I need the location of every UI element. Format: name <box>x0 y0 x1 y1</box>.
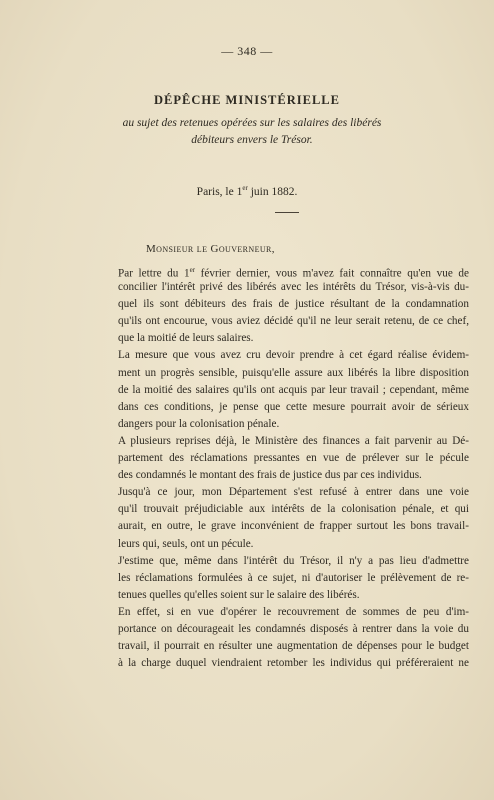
body-line: Par lettre du 1er février dernier, vous m'avez fait connaître qu'en vue de <box>118 266 469 280</box>
dateline: Paris, le 1er juin 1882. <box>196 184 298 198</box>
body-line: J'estime que, même dans l'intérêt du Trésor, il n'y a pas lieu d'admettre <box>118 554 469 567</box>
body-line: portance on décourageait les condamnés disposés à rentrer dans la voie du <box>118 622 469 635</box>
body-line: des condamnés le montant des frais de justice dus par ces individus. <box>118 469 422 482</box>
body-line: travail, il pourrait en résulter une augmentation de dépenses pour le budget <box>118 640 469 653</box>
salutation: Monsieur le Gouverneur, <box>146 243 275 255</box>
body-line: qu'ils ont encourue, vous aviez décidé qu'il ne leur serait retenu, de ce chef, <box>118 315 469 328</box>
body-line: A plusieurs reprises déjà, le Ministère des finances a fait parvenir au Dé- <box>118 434 469 447</box>
body-line: les réclamations formulées à ce sujet, ni d'autoriser le prélèvement de re- <box>118 571 469 584</box>
body-line: concilier l'intérêt privé des libérés avec les intérêts du Trésor, vis-à-vis du- <box>118 281 469 294</box>
body-line: Jusqu'à ce jour, mon Département s'est refusé à entrer dans une voie <box>118 486 469 499</box>
body-line: tenues quelles qu'elles soient sur le salaire des libérés. <box>118 588 360 601</box>
body-line: aurait, en outre, le grave inconvénient de frapper surtout les bons travail- <box>118 520 469 533</box>
body-line: quel ils sont débiteurs des frais de justice résultant de la condamnation <box>118 298 469 311</box>
body-line: ment un progrès sensible, puisqu'elle assure aux libérés la libre disposition <box>118 366 469 379</box>
body-line: dangers pour la colonisation pénale. <box>118 417 280 430</box>
body-line: En effet, si en vue d'opérer le recouvrement de sommes de peu d'im- <box>118 605 469 618</box>
document-subtitle: au sujet des retenues opérées sur les salaires des libérés débiteurs envers le Trésor. <box>122 117 382 146</box>
body-line: de la moitié des salaires qu'ils ont acquis par leur travail ; cependant, même <box>118 383 469 396</box>
page-number: — 348 — <box>221 44 273 58</box>
body-line: La mesure que vous avez cru devoir prendre à cet égard réalise évidem- <box>118 349 469 362</box>
body-line: qu'il trouvait préjudiciable aux intérêts de la colonisation pénale, et qui <box>118 503 469 516</box>
body-line: leurs qui, seuls, ont un pécule. <box>118 537 254 550</box>
letter-body <box>118 262 469 672</box>
body-line: partement des réclamations pressantes en vue de prélever sur le pécule <box>118 452 469 465</box>
separator-rule <box>275 212 299 213</box>
body-line: que la moitié de leurs salaires. <box>118 332 254 345</box>
body-line: dans ces conditions, je pense que cette mesure pourrait avoir de sérieux <box>118 400 469 413</box>
body-line: à la charge duquel viendraient retomber les individus qui préféreraient ne <box>118 657 469 670</box>
document-title: DÉPÊCHE MINISTÉRIELLE <box>154 93 340 107</box>
